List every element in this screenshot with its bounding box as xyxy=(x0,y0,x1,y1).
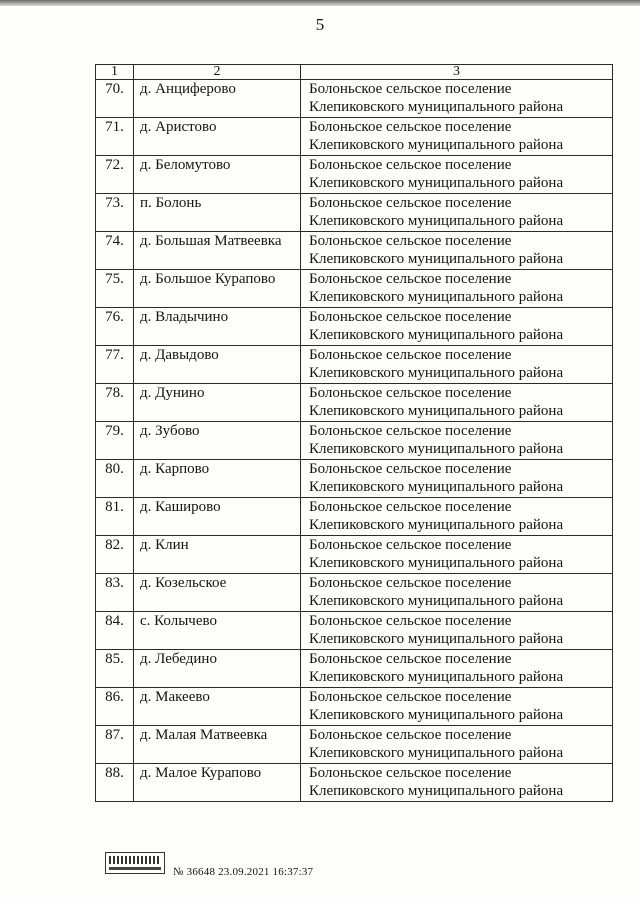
municipality-line-1: Болоньское сельское поселение xyxy=(309,347,512,363)
municipality-line-2: Клепиковского муниципального района xyxy=(309,251,564,267)
municipality-cell xyxy=(301,80,613,118)
municipality-line-1: Болоньское сельское поселение xyxy=(309,119,512,135)
settlement-name: д. Большое Курапово xyxy=(134,270,301,308)
municipality-line-1: Болоньское сельское поселение xyxy=(309,81,512,97)
settlement-name: д. Анциферово xyxy=(134,80,301,118)
official-stamp-logo xyxy=(105,852,165,874)
table-row xyxy=(96,688,613,726)
table-row xyxy=(96,536,613,574)
settlement-name: д. Владычино xyxy=(134,308,301,346)
settlement-name: д. Дунино xyxy=(134,384,301,422)
municipality-line-1: Болоньское сельское поселение xyxy=(309,385,512,401)
municipality-line-2: Клепиковского муниципального района xyxy=(309,365,564,381)
municipality-line-2: Клепиковского муниципального района xyxy=(309,175,564,191)
municipality-line-1: Болоньское сельское поселение xyxy=(309,423,512,439)
table-row xyxy=(96,308,613,346)
table-row xyxy=(96,118,613,156)
settlement-name: д. Карпово xyxy=(134,460,301,498)
row-number: 84. xyxy=(96,612,134,650)
page-number: 5 xyxy=(315,15,325,34)
row-number: 73. xyxy=(96,194,134,232)
row-number: 71. xyxy=(96,118,134,156)
municipality-line-2: Клепиковского муниципального района xyxy=(309,137,564,153)
municipality-line-1: Болоньское сельское поселение xyxy=(309,537,512,553)
settlement-name: д. Беломутово xyxy=(134,156,301,194)
municipality-cell xyxy=(301,308,613,346)
municipality-cell xyxy=(301,232,613,270)
municipality-line-2: Клепиковского муниципального района xyxy=(309,631,564,647)
municipality-line-1: Болоньское сельское поселение xyxy=(309,575,512,591)
municipality-cell xyxy=(301,422,613,460)
registration-number: № 36648 23.09.2021 16:37:37 xyxy=(173,866,314,878)
settlement-name: д. Каширово xyxy=(134,498,301,536)
municipality-line-1: Болоньское сельское поселение xyxy=(309,499,512,515)
table-row xyxy=(96,574,613,612)
row-number: 80. xyxy=(96,460,134,498)
row-number: 76. xyxy=(96,308,134,346)
municipality-cell xyxy=(301,384,613,422)
table-row xyxy=(96,460,613,498)
column-header-3: 3 xyxy=(301,65,613,80)
table-row xyxy=(96,422,613,460)
municipality-line-2: Клепиковского муниципального района xyxy=(309,783,564,799)
municipality-line-1: Болоньское сельское поселение xyxy=(309,271,512,287)
municipality-line-2: Клепиковского муниципального района xyxy=(309,99,564,115)
municipality-line-2: Клепиковского муниципального района xyxy=(309,555,564,571)
row-number: 88. xyxy=(96,764,134,802)
municipality-line-1: Болоньское сельское поселение xyxy=(309,157,512,173)
municipality-line-2: Клепиковского муниципального района xyxy=(309,213,564,229)
table-row xyxy=(96,156,613,194)
municipality-cell xyxy=(301,346,613,384)
row-number: 79. xyxy=(96,422,134,460)
municipality-line-2: Клепиковского муниципального района xyxy=(309,479,564,495)
municipality-cell xyxy=(301,498,613,536)
scan-top-edge xyxy=(0,0,640,6)
settlement-name: д. Клин xyxy=(134,536,301,574)
settlement-name: д. Козельское xyxy=(134,574,301,612)
settlement-name: с. Колычево xyxy=(134,612,301,650)
table-row xyxy=(96,384,613,422)
municipality-cell xyxy=(301,194,613,232)
municipality-line-1: Болоньское сельское поселение xyxy=(309,461,512,477)
municipality-line-1: Болоньское сельское поселение xyxy=(309,195,512,211)
municipality-line-2: Клепиковского муниципального района xyxy=(309,593,564,609)
municipality-cell xyxy=(301,612,613,650)
municipality-line-2: Клепиковского муниципального района xyxy=(309,669,564,685)
settlements-table xyxy=(95,64,613,802)
settlement-name: д. Лебедино xyxy=(134,650,301,688)
row-number: 75. xyxy=(96,270,134,308)
row-number: 83. xyxy=(96,574,134,612)
municipality-line-1: Болоньское сельское поселение xyxy=(309,613,512,629)
table-row xyxy=(96,650,613,688)
municipality-cell xyxy=(301,536,613,574)
table-header-row xyxy=(96,65,613,80)
row-number: 85. xyxy=(96,650,134,688)
row-number: 74. xyxy=(96,232,134,270)
municipality-line-2: Клепиковского муниципального района xyxy=(309,327,564,343)
municipality-line-1: Болоньское сельское поселение xyxy=(309,765,512,781)
column-header-1: 1 xyxy=(96,65,134,80)
table-row xyxy=(96,612,613,650)
settlement-name: д. Малая Матвеевка xyxy=(134,726,301,764)
row-number: 70. xyxy=(96,80,134,118)
table-row xyxy=(96,726,613,764)
row-number: 72. xyxy=(96,156,134,194)
municipality-cell xyxy=(301,688,613,726)
municipality-cell xyxy=(301,726,613,764)
municipality-line-1: Болоньское сельское поселение xyxy=(309,309,512,325)
table-row xyxy=(96,764,613,802)
municipality-line-1: Болоньское сельское поселение xyxy=(309,727,512,743)
municipality-line-2: Клепиковского муниципального района xyxy=(309,289,564,305)
municipality-line-2: Клепиковского муниципального района xyxy=(309,707,564,723)
row-number: 81. xyxy=(96,498,134,536)
table-row xyxy=(96,80,613,118)
municipality-line-1: Болоньское сельское поселение xyxy=(309,651,512,667)
municipality-cell xyxy=(301,574,613,612)
settlement-name: д. Зубово xyxy=(134,422,301,460)
municipality-cell xyxy=(301,156,613,194)
table-row xyxy=(96,232,613,270)
settlement-name: д. Аристово xyxy=(134,118,301,156)
municipality-cell xyxy=(301,764,613,802)
column-header-2: 2 xyxy=(134,65,301,80)
row-number: 78. xyxy=(96,384,134,422)
table-row xyxy=(96,346,613,384)
municipality-cell xyxy=(301,270,613,308)
municipality-cell xyxy=(301,650,613,688)
municipality-cell xyxy=(301,460,613,498)
settlement-name: п. Болонь xyxy=(134,194,301,232)
row-number: 86. xyxy=(96,688,134,726)
municipality-line-1: Болоньское сельское поселение xyxy=(309,233,512,249)
row-number: 77. xyxy=(96,346,134,384)
settlement-name: д. Малое Курапово xyxy=(134,764,301,802)
table-row xyxy=(96,498,613,536)
settlement-name: д. Большая Матвеевка xyxy=(134,232,301,270)
municipality-line-2: Клепиковского муниципального района xyxy=(309,745,564,761)
table-row xyxy=(96,194,613,232)
settlement-name: д. Макеево xyxy=(134,688,301,726)
municipality-line-2: Клепиковского муниципального района xyxy=(309,517,564,533)
table-row xyxy=(96,270,613,308)
municipality-line-1: Болоньское сельское поселение xyxy=(309,689,512,705)
settlement-name: д. Давыдово xyxy=(134,346,301,384)
row-number: 87. xyxy=(96,726,134,764)
municipality-line-2: Клепиковского муниципального района xyxy=(309,441,564,457)
municipality-cell xyxy=(301,118,613,156)
table-body xyxy=(96,80,613,802)
row-number: 82. xyxy=(96,536,134,574)
municipality-line-2: Клепиковского муниципального района xyxy=(309,403,564,419)
